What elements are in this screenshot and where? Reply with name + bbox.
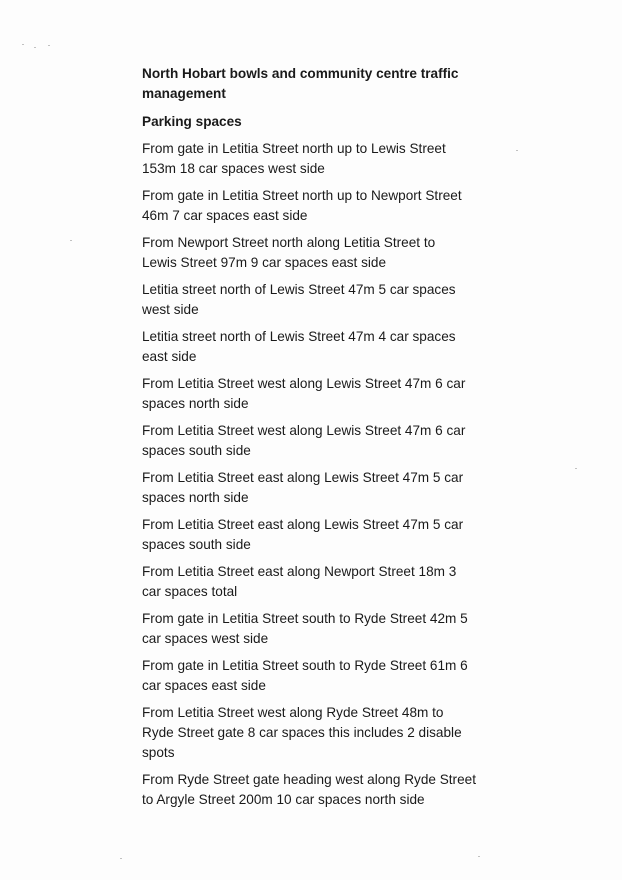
parking-entry: From Letitia Street east along Lewis Street 47m 5 car spaces south side <box>142 517 464 552</box>
document-body <box>142 64 482 817</box>
document-title: North Hobart bowls and community centre traffic management <box>142 66 459 101</box>
scan-speck <box>478 856 480 857</box>
scan-speck <box>575 468 577 469</box>
section-heading: Parking spaces <box>142 114 242 129</box>
scan-speck <box>48 45 50 46</box>
parking-entry: From gate in Letitia Street north up to Lewis Street 153m 18 car spaces west side <box>142 141 446 176</box>
scan-speck <box>70 240 72 241</box>
parking-entry: From Ryde Street gate heading west along Ryde Street to Argyle Street 200m 10 car spaces north side <box>142 772 476 807</box>
scan-speck <box>22 44 24 45</box>
scan-speck <box>34 47 36 48</box>
scan-speck <box>120 858 122 859</box>
parking-entry: Letitia street north of Lewis Street 47m 5 car spaces west side <box>142 282 456 317</box>
parking-entry: From Newport Street north along Letitia Street to Lewis Street 97m 9 car spaces east side <box>142 235 436 270</box>
parking-entry: From gate in Letitia Street south to Ryde Street 42m 5 car spaces west side <box>142 611 468 646</box>
parking-entry: Letitia street north of Lewis Street 47m 4 car spaces east side <box>142 329 456 364</box>
parking-entry: From Letitia Street east along Newport Street 18m 3 car spaces total <box>142 564 457 599</box>
parking-entry: From Letitia Street west along Ryde Street 48m to Ryde Street gate 8 car spaces this includes 2 disable spots <box>142 705 462 760</box>
parking-entry: From gate in Letitia Street south to Ryde Street 61m 6 car spaces east side <box>142 658 468 693</box>
parking-entry: From Letitia Street east along Lewis Street 47m 5 car spaces north side <box>142 470 464 505</box>
parking-entry: From gate in Letitia Street north up to Newport Street 46m 7 car spaces east side <box>142 188 462 223</box>
parking-entry: From Letitia Street west along Lewis Street 47m 6 car spaces north side <box>142 376 466 411</box>
scan-speck <box>516 150 518 151</box>
parking-entry: From Letitia Street west along Lewis Street 47m 6 car spaces south side <box>142 423 466 458</box>
